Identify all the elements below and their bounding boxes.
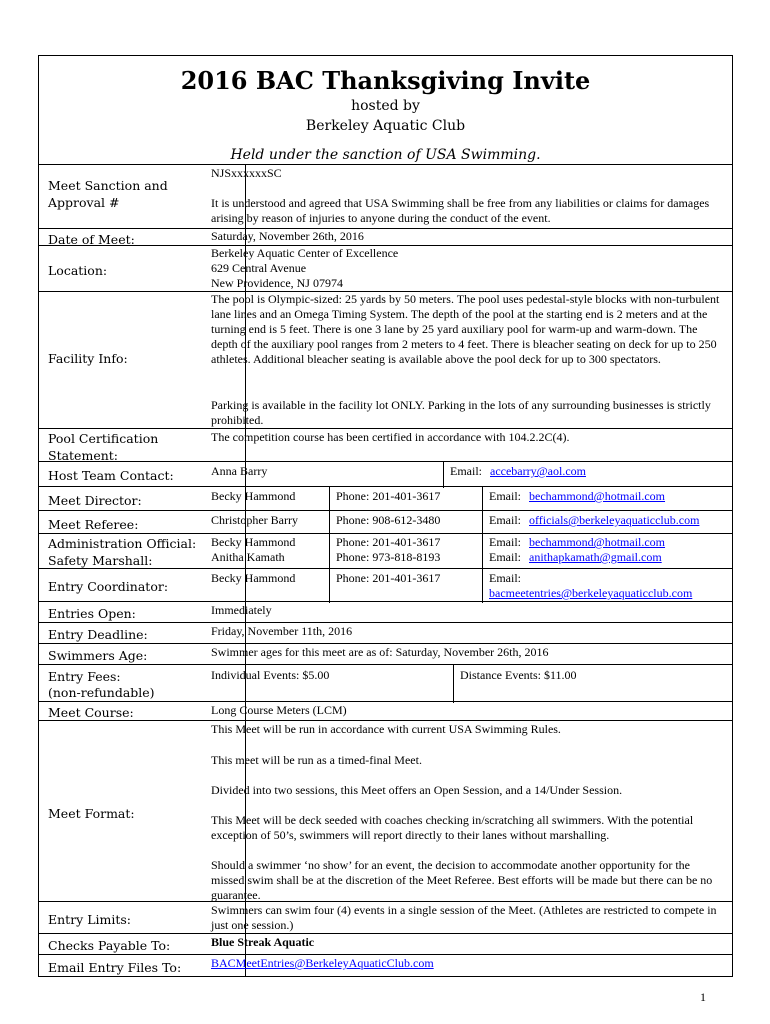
host-email-label: Email:: [450, 464, 482, 478]
format-rules: This Meet will be run in accordance with current USA Swimming Rules.: [211, 722, 561, 736]
format-deck-seeded: This Meet will be deck seeded with coaches checking in/scratching all swimmers. With the potential exception of 50’s, swimmers will report directly to their lanes without marshalling.: [211, 813, 694, 842]
label-fees-note: (non-refundable): [48, 685, 155, 700]
label-email-files: Email Entry Files To:: [48, 960, 182, 975]
row-fees: [39, 664, 732, 703]
safety-email-label: Email:: [489, 550, 521, 564]
label-director: Meet Director:: [48, 493, 142, 508]
individual-events-fee: Individual Events: $5.00: [211, 668, 330, 682]
cell-divider: [453, 665, 454, 703]
referee-name: Christopher Barry: [211, 513, 298, 527]
row-certification: [39, 428, 732, 464]
invite-document: [38, 55, 733, 977]
safety-name: Anitha Kamath: [211, 550, 285, 564]
row-limits: [39, 901, 732, 935]
host-name: Anna Barry: [211, 464, 268, 478]
format-timed-final: This meet will be run as a timed-final Meet.: [211, 753, 422, 767]
label-date: Date of Meet:: [48, 232, 135, 247]
cell-divider: [482, 487, 483, 511]
location-line1: Berkeley Aquatic Center of Excellence: [211, 246, 399, 260]
distance-events-fee: Distance Events: $11.00: [460, 668, 577, 682]
label-swimmers-age: Swimmers Age:: [48, 648, 148, 663]
row-referee: [39, 510, 732, 535]
cell-divider: [443, 462, 444, 488]
label-safety: Safety Marshall:: [48, 553, 153, 568]
label-sanction: Meet Sanction and Approval #: [48, 178, 168, 210]
row-swimmers-age: [39, 643, 732, 666]
referee-email-link[interactable]: officials@berkeleyaquaticclub.com: [529, 513, 700, 527]
label-host: Host Team Contact:: [48, 468, 174, 483]
label-location: Location:: [48, 263, 108, 278]
hosted-by: hosted by: [351, 98, 420, 114]
director-name: Becky Hammond: [211, 489, 296, 503]
sanction-statement: Held under the sanction of USA Swimming.: [230, 147, 541, 163]
deadline-value: Friday, November 11th, 2016: [211, 624, 353, 638]
row-host: [39, 461, 732, 488]
swimmers-age-value: Swimmer ages for this meet are as of: Saturday, November 26th, 2016: [211, 645, 549, 659]
row-entries-open: [39, 601, 732, 624]
director-email-link[interactable]: bechammond@hotmail.com: [529, 489, 666, 503]
location-line2: 629 Central Avenue: [211, 261, 307, 275]
row-director: [39, 486, 732, 511]
row-deadline: [39, 622, 732, 645]
director-email-label: Email:: [489, 489, 521, 503]
page-title: 2016 BAC Thanksgiving Invite: [180, 66, 591, 95]
label-facility: Facility Info:: [48, 351, 128, 366]
cell-divider: [329, 534, 330, 570]
admin-name: Becky Hammond: [211, 535, 296, 549]
label-fees: Entry Fees:: [48, 669, 121, 684]
label-certification: Pool Certification Statement:: [48, 431, 159, 463]
label-admin: Administration Official:: [48, 536, 197, 551]
cell-divider: [329, 487, 330, 511]
admin-email-label: Email:: [489, 535, 521, 549]
row-location: [39, 245, 732, 293]
label-entry-coordinator: Entry Coordinator:: [48, 579, 169, 594]
label-course: Meet Course:: [48, 705, 134, 720]
entry-coordinator-phone: Phone: 201-401-3617: [336, 571, 441, 585]
director-phone: Phone: 201-401-3617: [336, 489, 441, 503]
label-referee: Meet Referee:: [48, 517, 139, 532]
label-entries-open: Entries Open:: [48, 606, 136, 621]
facility-parking: Parking is available in the facility lot ONLY. Parking in the lots of any surrounding businesses is strictly prohibited.: [211, 398, 711, 427]
row-sanction: [39, 164, 732, 230]
entry-coordinator-email-link[interactable]: bacmeetentries@berkeleyaquaticclub.com: [489, 586, 693, 600]
sanction-number: NJSxxxxxxSC: [211, 166, 282, 180]
row-course: [39, 701, 732, 722]
header: [39, 66, 732, 136]
row-entry-coordinator: [39, 568, 732, 603]
row-checks: [39, 933, 732, 956]
format-sessions: Divided into two sessions, this Meet offers an Open Session, and a 14/Under Session.: [211, 783, 623, 797]
admin-phone: Phone: 201-401-3617: [336, 535, 441, 549]
course-value: Long Course Meters (LCM): [211, 703, 347, 717]
format-no-show: Should a swimmer ‘no show’ for an event, the decision to accommodate another opportunity for the missed swim shall be at the discretion of the Meet Referee. Best efforts will be made but there can be no guarantee.: [211, 858, 713, 902]
host-email-link[interactable]: accebarry@aol.com: [490, 464, 586, 478]
limits-value: Swimmers can swim four (4) events in a single session of the Meet. (Athletes are restricted to compete in just one session.): [211, 903, 717, 932]
certification-value: The competition course has been certified in accordance with 104.2.2C(4).: [211, 430, 570, 444]
cell-divider: [482, 534, 483, 570]
club-name: Berkeley Aquatic Club: [305, 118, 466, 134]
page-number: 1: [700, 990, 706, 1004]
admin-email-link[interactable]: bechammond@hotmail.com: [529, 535, 666, 549]
entry-coordinator-name: Becky Hammond: [211, 571, 296, 585]
safety-email-link[interactable]: anithapkamath@gmail.com: [529, 550, 662, 564]
row-facility: [39, 291, 732, 430]
label-deadline: Entry Deadline:: [48, 627, 148, 642]
row-officials: [39, 533, 732, 570]
referee-email-label: Email:: [489, 513, 521, 527]
cell-divider: [482, 569, 483, 603]
label-limits: Entry Limits:: [48, 912, 132, 927]
date-value: Saturday, November 26th, 2016: [211, 229, 364, 243]
referee-phone: Phone: 908-612-3480: [336, 513, 441, 527]
row-format: [39, 720, 732, 903]
entry-coordinator-email-label: Email:: [489, 571, 521, 585]
location-line3: New Providence, NJ 07974: [211, 276, 343, 290]
label-format: Meet Format:: [48, 806, 135, 821]
cell-divider: [329, 511, 330, 535]
safety-phone: Phone: 973-818-8193: [336, 550, 441, 564]
sanction-liability: It is understood and agreed that USA Swimming shall be free from any liabilities or claims for damages arising by reason of injuries to anyone during the conduct of the event.: [211, 196, 710, 225]
label-checks: Checks Payable To:: [48, 938, 171, 953]
entries-open-value: Immediately: [211, 603, 272, 617]
checks-value: Blue Streak Aquatic: [211, 935, 315, 949]
cell-divider: [482, 511, 483, 535]
email-files-link[interactable]: BACMeetEntries@BerkeleyAquaticClub.com: [211, 956, 434, 970]
cell-divider: [329, 569, 330, 603]
row-email-files: [39, 954, 732, 978]
facility-description: The pool is Olympic-sized: 25 yards by 50 meters. The pool uses pedestal-style blocks with non-turbulent lane lines and an Omega Timing System. The depth of the pool at the starting end is 2 meters and at the turning end is 5 feet. There is one 3 lane by 25 yard auxiliary pool for warm-up and warm-down. The depth of the auxiliary pool ranges from 2 meters to 4 feet. There is bleacher seating on deck for up to 250 athletes. Additional bleacher seating is available above the pool deck for up to 300 spectators.: [211, 292, 720, 366]
